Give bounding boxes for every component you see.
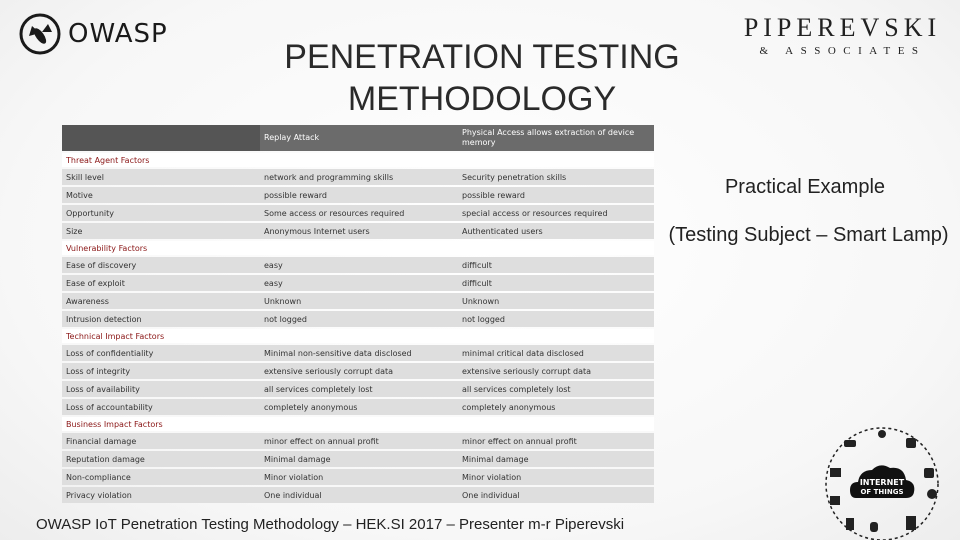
iot-label-line1: INTERNET (859, 478, 905, 487)
table-cell: special access or resources required (458, 205, 654, 221)
table-row (62, 275, 654, 291)
car-icon (844, 440, 856, 447)
table-cell: network and programming skills (260, 169, 458, 185)
table-cell: Loss of confidentiality (62, 345, 260, 361)
slide-title (232, 36, 732, 120)
lamp-icon (870, 522, 878, 532)
table-row (62, 205, 654, 221)
table-row (62, 399, 654, 415)
iot-label-line2: OF THINGS (860, 488, 904, 496)
table-cell: Security penetration skills (458, 169, 654, 185)
table-cell: possible reward (458, 187, 654, 203)
table-cell: easy (260, 275, 458, 291)
slide-title-line2: METHODOLOGY (347, 80, 617, 118)
fridge-icon (906, 516, 916, 530)
table-row (62, 223, 654, 239)
table-row (62, 433, 654, 449)
table-cell: Intrusion detection (62, 311, 260, 327)
practical-example-heading: Practical Example (724, 176, 886, 198)
table-row (62, 187, 654, 203)
table-row (62, 363, 654, 379)
table-section-row (62, 241, 654, 255)
table-cell: all services completely lost (458, 381, 654, 397)
owasp-logo (18, 12, 178, 56)
table-section-row (62, 329, 654, 343)
table-cell: Financial damage (62, 433, 260, 449)
section-title: Vulnerability Factors (62, 241, 654, 255)
table-cell: all services completely lost (260, 381, 458, 397)
table-header-cell: Physical Access allows extraction of device memory (458, 125, 654, 151)
camera-icon (924, 468, 934, 478)
watch-icon (906, 438, 916, 448)
table-cell: Minor violation (458, 469, 654, 485)
table-cell: completely anonymous (260, 399, 458, 415)
table-row (62, 451, 654, 467)
table-cell: Minimal damage (260, 451, 458, 467)
table-row (62, 169, 654, 185)
table-header-cell: Replay Attack (260, 125, 458, 151)
table-cell: difficult (458, 257, 654, 273)
owasp-wordmark: OWASP (68, 19, 168, 49)
table-cell: Loss of availability (62, 381, 260, 397)
table-cell: Unknown (260, 293, 458, 309)
section-title: Technical Impact Factors (62, 329, 654, 343)
table-cell: Authenticated users (458, 223, 654, 239)
table-row (62, 345, 654, 361)
owasp-wasp-icon (18, 12, 62, 56)
bulb-icon (878, 430, 886, 438)
table-cell: difficult (458, 275, 654, 291)
table-cell: Unknown (458, 293, 654, 309)
section-title: Threat Agent Factors (62, 153, 654, 167)
table-cell: extensive seriously corrupt data (260, 363, 458, 379)
table-cell: Minimal damage (458, 451, 654, 467)
table-cell: One individual (458, 487, 654, 503)
table-cell: Non-compliance (62, 469, 260, 485)
table-cell: Minimal non-sensitive data disclosed (260, 345, 458, 361)
table-cell: Motive (62, 187, 260, 203)
table-cell: easy (260, 257, 458, 273)
table-cell: Some access or resources required (260, 205, 458, 221)
table-cell: Opportunity (62, 205, 260, 221)
section-title: Business Impact Factors (62, 417, 654, 431)
table-cell: extensive seriously corrupt data (458, 363, 654, 379)
phone-icon (846, 518, 854, 530)
table-cell: Loss of integrity (62, 363, 260, 379)
table-cell: Skill level (62, 169, 260, 185)
slide-footer: OWASP IoT Penetration Testing Methodology – HEK.SI 2017 – Presenter m-r Piperevski (35, 516, 625, 533)
table-header-cell (62, 125, 260, 151)
table-cell: One individual (260, 487, 458, 503)
table-cell: Minor violation (260, 469, 458, 485)
table-section-row (62, 153, 654, 167)
table-cell: Ease of exploit (62, 275, 260, 291)
table-cell: Ease of discovery (62, 257, 260, 273)
table-row (62, 381, 654, 397)
table-cell: possible reward (260, 187, 458, 203)
table-cell: Privacy violation (62, 487, 260, 503)
table-cell: minimal critical data disclosed (458, 345, 654, 361)
table-cell: Reputation damage (62, 451, 260, 467)
table-row (62, 311, 654, 327)
table-header-row (62, 125, 654, 151)
internet-of-things-icon (816, 414, 948, 540)
table-cell: completely anonymous (458, 399, 654, 415)
piperevski-name: PIPEREVSKI (743, 13, 942, 42)
table-cell: Size (62, 223, 260, 239)
table-cell: minor effect on annual profit (260, 433, 458, 449)
table-cell: not logged (458, 311, 654, 327)
table-cell: not logged (260, 311, 458, 327)
table-cell: minor effect on annual profit (458, 433, 654, 449)
table-cell: Anonymous Internet users (260, 223, 458, 239)
table-row (62, 293, 654, 309)
table-row (62, 257, 654, 273)
globe-icon (927, 489, 937, 499)
risk-rating-table (62, 123, 654, 505)
table-section-row (62, 417, 654, 431)
piperevski-logo (740, 14, 945, 58)
slide-title-line1: PENETRATION TESTING (284, 38, 680, 76)
piperevski-sub: & ASSOCIATES (759, 45, 926, 57)
monitor-icon (830, 468, 841, 477)
table-row (62, 469, 654, 485)
table-cell: Loss of accountability (62, 399, 260, 415)
washer-icon (830, 496, 840, 505)
table-cell: Awareness (62, 293, 260, 309)
table-row (62, 487, 654, 503)
testing-subject-text: (Testing Subject – Smart Lamp) (668, 224, 949, 246)
